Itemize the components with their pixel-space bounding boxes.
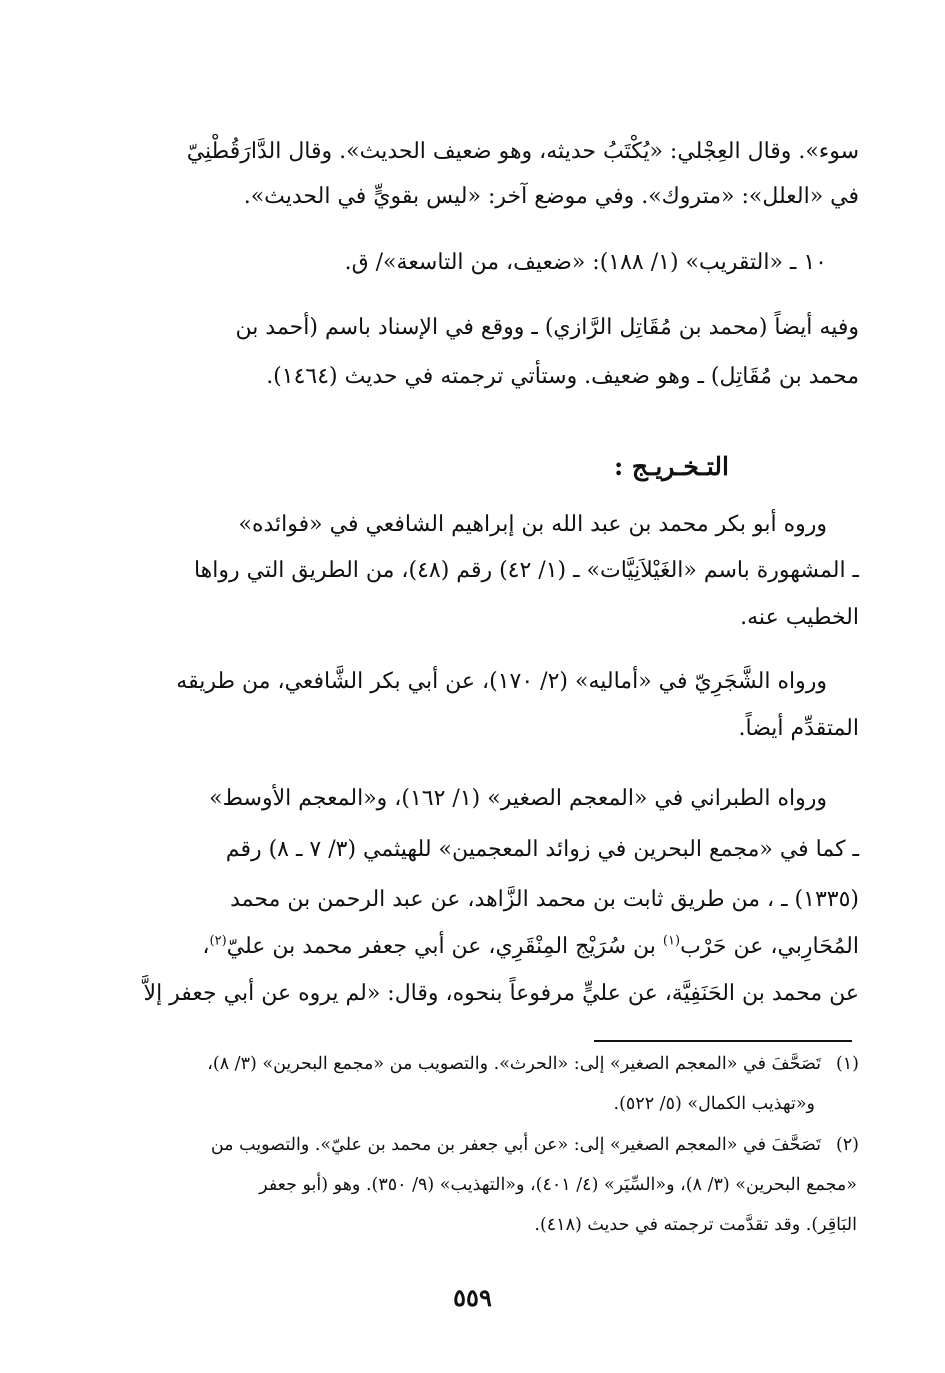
text-segment: ، xyxy=(202,934,210,959)
text-line: وروه أبو بكر محمد بن عبد الله بن إبراهيم الشافعي في «فوائده» xyxy=(238,512,827,537)
footnote-1 xyxy=(104,1051,859,1077)
text-line xyxy=(104,932,859,962)
text-line: ـ المشهورة باسم «الغَيْلاَنِيَّات» ـ (١/ ٤٢) رقم (٤٨)، من الطريق التي رواها xyxy=(193,558,859,583)
footnote-ref[interactable]: (١) xyxy=(662,933,681,949)
footnote-ref[interactable]: (٢) xyxy=(209,933,227,949)
text-line: سوء». وقال العِجْلي: «يُكْتَبُ حديثه، وهو ضعيف الحديث». وقال الدَّارَقُطْنِيّ xyxy=(186,139,859,164)
footnote-text: و«تهذيب الكمال» (٥/ ٥٢٢). xyxy=(613,1094,815,1114)
footnote-number: (١) xyxy=(835,1054,859,1074)
text-line: ١٠ ـ «التقريب» (١/ ١٨٨): «ضعيف، من التاسعة»/ ق. xyxy=(344,250,827,275)
text-line: عن محمد بن الحَنَفِيَّة، عن عليٍّ مرفوعاً بنحوه، وقال: «لم يروه عن أبي جعفر إلاَّ xyxy=(143,981,859,1006)
footnote-divider xyxy=(594,1040,852,1042)
text-line: ـ كما في «مجمع البحرين في زوائد المعجمين» للهيثمي (٣/ ٧ ـ ٨) رقم xyxy=(225,837,859,862)
text-segment: المُحَارِبي، عن حَرْب xyxy=(680,934,859,959)
page-number: ٥٥٩ xyxy=(453,1283,492,1312)
text-line: وفيه أيضاً (محمد بن مُقَاتِل الرَّازي) ـ ووقع في الإسناد باسم (أحمد بن xyxy=(235,315,859,340)
text-line: ورواه الطبراني في «المعجم الصغير» (١/ ١٦٢)، و«المعجم الأوسط» xyxy=(209,786,827,811)
footnote-text: تَصَحَّفَ في «المعجم الصغير» إلى: «الحرث». والتصويب من «مجمع البحرين» (٣/ ٨)، xyxy=(207,1054,821,1074)
text-line: المتقدِّم أيضاً. xyxy=(738,716,859,741)
text-line: (١٣٣٥) ـ ، من طريق ثابت بن محمد الزَّاهد، عن عبد الرحمن بن محمد xyxy=(230,887,859,912)
footnote-text: البَاقِر). وقد تقدَّمت ترجمته في حديث (٤١٨). xyxy=(534,1215,857,1235)
section-heading: التـخـريـج : xyxy=(613,452,729,481)
text-line: في «العلل»: «متروك». وفي موضع آخر: «ليس بقويٍّ في الحديث». xyxy=(243,184,859,209)
footnote-text: «مجمع البحرين» (٣/ ٨)، و«السِّيَر» (٤/ ٤٠١)، و«التهذيب» (٩/ ٣٥٠). وهو (أبو جعفر xyxy=(259,1175,857,1195)
text-line: محمد بن مُقَاتِل) ـ وهو ضعيف. وستأتي ترجمته في حديث (١٤٦٤). xyxy=(266,364,859,389)
text-line: الخطيب عنه. xyxy=(740,605,859,630)
footnote-text: تَصَحَّفَ في «المعجم الصغير» إلى: «عن أبي جعفر بن محمد بن عليّ». والتصويب من xyxy=(210,1135,821,1155)
footnote-number: (٢) xyxy=(835,1135,859,1155)
text-segment: بن سُرَيْج المِنْقَرِي، عن أبي جعفر محمد بن عليّ xyxy=(226,934,663,959)
text-line: ورواه الشَّجَرِيّ في «أماليه» (٢/ ١٧٠)، عن أبي بكر الشَّافعي، من طريقه xyxy=(176,669,827,694)
footnote-2 xyxy=(104,1132,859,1158)
